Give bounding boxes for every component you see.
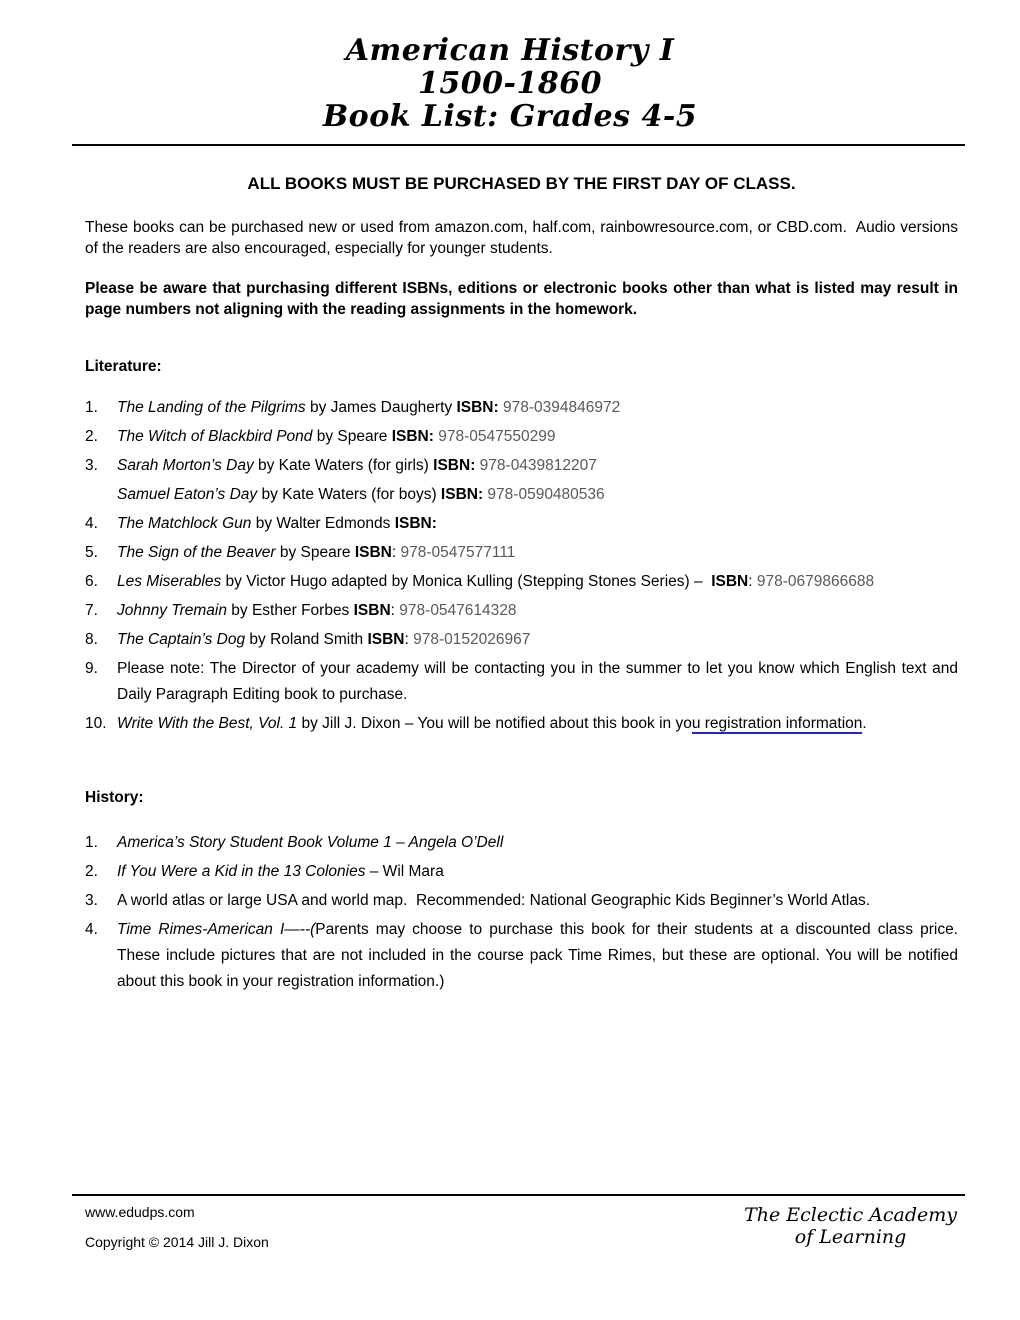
list-item-number: 4.: [85, 921, 98, 938]
list-item-number: 9.: [85, 660, 98, 677]
literature-item-3: [85, 453, 958, 479]
list-item-number: 1.: [85, 834, 98, 851]
list-item-text: Samuel Eaton’s Day by Kate Waters (for boys) ISBN: 978-0590480536: [117, 486, 605, 503]
isbn-value: 978-0547550299: [433, 428, 556, 445]
history-item-1: [85, 830, 958, 856]
literature-heading: Literature:: [85, 358, 162, 375]
list-item-text: Time Rimes-American I—--(Parents may choose to purchase this book for their students at a discounted class price. These include pictures that are not included in the course pack Time Rimes, but these are optional. You will be notified about this book in your registration information.): [117, 921, 967, 990]
list-item-number: 8.: [85, 631, 98, 648]
history-item-2: [85, 859, 958, 885]
literature-item-9: [85, 656, 963, 708]
footer-website: www.edudps.com: [85, 1204, 195, 1220]
list-item-number: 1.: [85, 399, 98, 416]
organization-name-line-1: The Eclectic Academy: [744, 1204, 957, 1226]
list-item-text: The Landing of the Pilgrims by James Daugherty ISBN: 978-0394846972: [117, 399, 621, 416]
isbn-value: 978-0547614328: [394, 602, 517, 619]
list-item-number: 3.: [85, 892, 98, 909]
footer-copyright: Copyright © 2014 Jill J. Dixon: [85, 1234, 269, 1250]
isbn-label: ISBN:: [456, 399, 499, 416]
book-title: The Landing of the Pilgrims: [117, 399, 306, 416]
literature-item-3b: [85, 482, 958, 508]
book-title: The Witch of Blackbird Pond: [117, 428, 313, 445]
list-item-text: The Witch of Blackbird Pond by Speare ISBN: 978-0547550299: [117, 428, 556, 445]
isbn-label: ISBN: [353, 602, 391, 619]
header-divider: [72, 144, 965, 146]
book-title: Write With the Best, Vol. 1: [117, 715, 298, 732]
list-item-text: The Matchlock Gun by Walter Edmonds ISBN:: [117, 515, 437, 532]
isbn-label: ISBN:: [391, 428, 434, 445]
book-title: If You Were a Kid in the 13 Colonies: [117, 863, 366, 880]
list-item-number: 5.: [85, 544, 98, 561]
list-item-number: 7.: [85, 602, 98, 619]
isbn-label: ISBN: [367, 631, 405, 648]
list-item-number: [85, 482, 117, 508]
isbn-label: ISBN:: [440, 486, 484, 503]
literature-item-5: [85, 540, 958, 566]
list-item-number: 2.: [85, 428, 98, 445]
book-title: America’s Story Student Book Volume 1 – Angela O’Dell: [117, 834, 504, 851]
list-item-text: Johnny Tremain by Esther Forbes ISBN: 978-0547614328: [117, 602, 517, 619]
footer-left: [85, 1204, 269, 1251]
list-item-text: Write With the Best, Vol. 1 by Jill J. Dixon – You will be notified about this book in you registration information.: [117, 715, 867, 732]
list-item-text: Les Miserables by Victor Hugo adapted by Monica Kulling (Stepping Stones Series) – ISBN: 978-0679866688: [117, 573, 875, 590]
literature-item-4: [85, 511, 958, 537]
list-item-number: 10.: [85, 715, 107, 732]
literature-item-6: [85, 569, 958, 595]
page-footer: [72, 1194, 965, 1251]
literature-item-10: [85, 711, 958, 737]
book-title: The Sign of the Beaver: [117, 544, 276, 561]
list-item-text: The Captain’s Dog by Roland Smith ISBN: 978-0152026967: [117, 631, 531, 648]
list-item-text: If You Were a Kid in the 13 Colonies – Wil Mara: [117, 863, 444, 880]
document-title-line-1: American History I: [345, 33, 675, 68]
book-title: The Matchlock Gun: [117, 515, 252, 532]
history-heading: History:: [85, 789, 144, 806]
literature-item-2: [85, 424, 958, 450]
isbn-label: ISBN: [711, 573, 749, 590]
book-title: Les Miserables: [117, 573, 222, 590]
history-item-3: [85, 888, 958, 914]
intro-paragraph-1: These books can be purchased new or used from amazon.com, half.com, rainbowresource.com, or CBD.com. Audio versions of the readers are also encouraged, especially for younger students.: [85, 219, 963, 257]
list-item-number: 3.: [85, 457, 98, 474]
isbn-value: 978-0439812207: [475, 457, 597, 474]
isbn-value: 978-0152026967: [408, 631, 531, 648]
book-title: Time Rimes-American I—--(: [117, 921, 316, 938]
literature-item-8: [85, 627, 958, 653]
book-title: Sarah Morton’s Day: [117, 457, 254, 474]
book-title: The Captain’s Dog: [117, 631, 246, 648]
literature-item-1: [85, 395, 958, 421]
list-item-text: The Sign of the Beaver by Speare ISBN: 978-0547577111: [117, 544, 516, 561]
literature-list: [85, 395, 963, 737]
list-item-number: 2.: [85, 863, 98, 880]
document-title-line-3: Book List: Grades 4-5: [322, 99, 698, 134]
purchase-notice-heading: ALL BOOKS MUST BE PURCHASED BY THE FIRST DAY OF CLASS.: [247, 174, 796, 193]
history-item-4: [85, 917, 967, 995]
isbn-value: 978-0679866688: [752, 573, 875, 590]
list-item-text: [117, 830, 958, 856]
isbn-label: ISBN:: [433, 457, 476, 474]
literature-item-7: [85, 598, 958, 624]
history-list: [85, 830, 967, 995]
document-title-line-2: 1500-1860: [418, 66, 602, 101]
book-title: Johnny Tremain: [117, 602, 227, 619]
organization-name-line-2: of Learning: [794, 1226, 907, 1248]
document-header: [0, 0, 1020, 133]
list-item-number: 4.: [85, 515, 98, 532]
list-item-text: A world atlas or large USA and world map. Recommended: National Geographic Kids Beginner’s World Atlas.: [117, 892, 870, 909]
list-item-text: Sarah Morton’s Day by Kate Waters (for girls) ISBN: 978-0439812207: [117, 457, 597, 474]
document-body: [85, 174, 967, 995]
registration-info-link[interactable]: u registration information: [691, 715, 863, 732]
isbn-value: 978-0590480536: [483, 486, 605, 503]
intro-paragraph-2: Please be aware that purchasing different ISBNs, editions or electronic books other than what is listed may result in page numbers not aligning with the reading assignments in the homework.: [85, 280, 963, 318]
list-item-text: Please note: The Director of your academy will be contacting you in the summer to let you know which English text and Daily Paragraph Editing book to purchase.: [117, 660, 963, 703]
isbn-value: 978-0547577111: [396, 544, 516, 561]
isbn-label: ISBN: [354, 544, 392, 561]
footer-organization: [744, 1204, 957, 1248]
list-item-number: 6.: [85, 573, 98, 590]
isbn-value: 978-0394846972: [498, 399, 621, 416]
isbn-label: ISBN:: [394, 515, 437, 532]
book-title: Samuel Eaton’s Day: [117, 486, 258, 503]
